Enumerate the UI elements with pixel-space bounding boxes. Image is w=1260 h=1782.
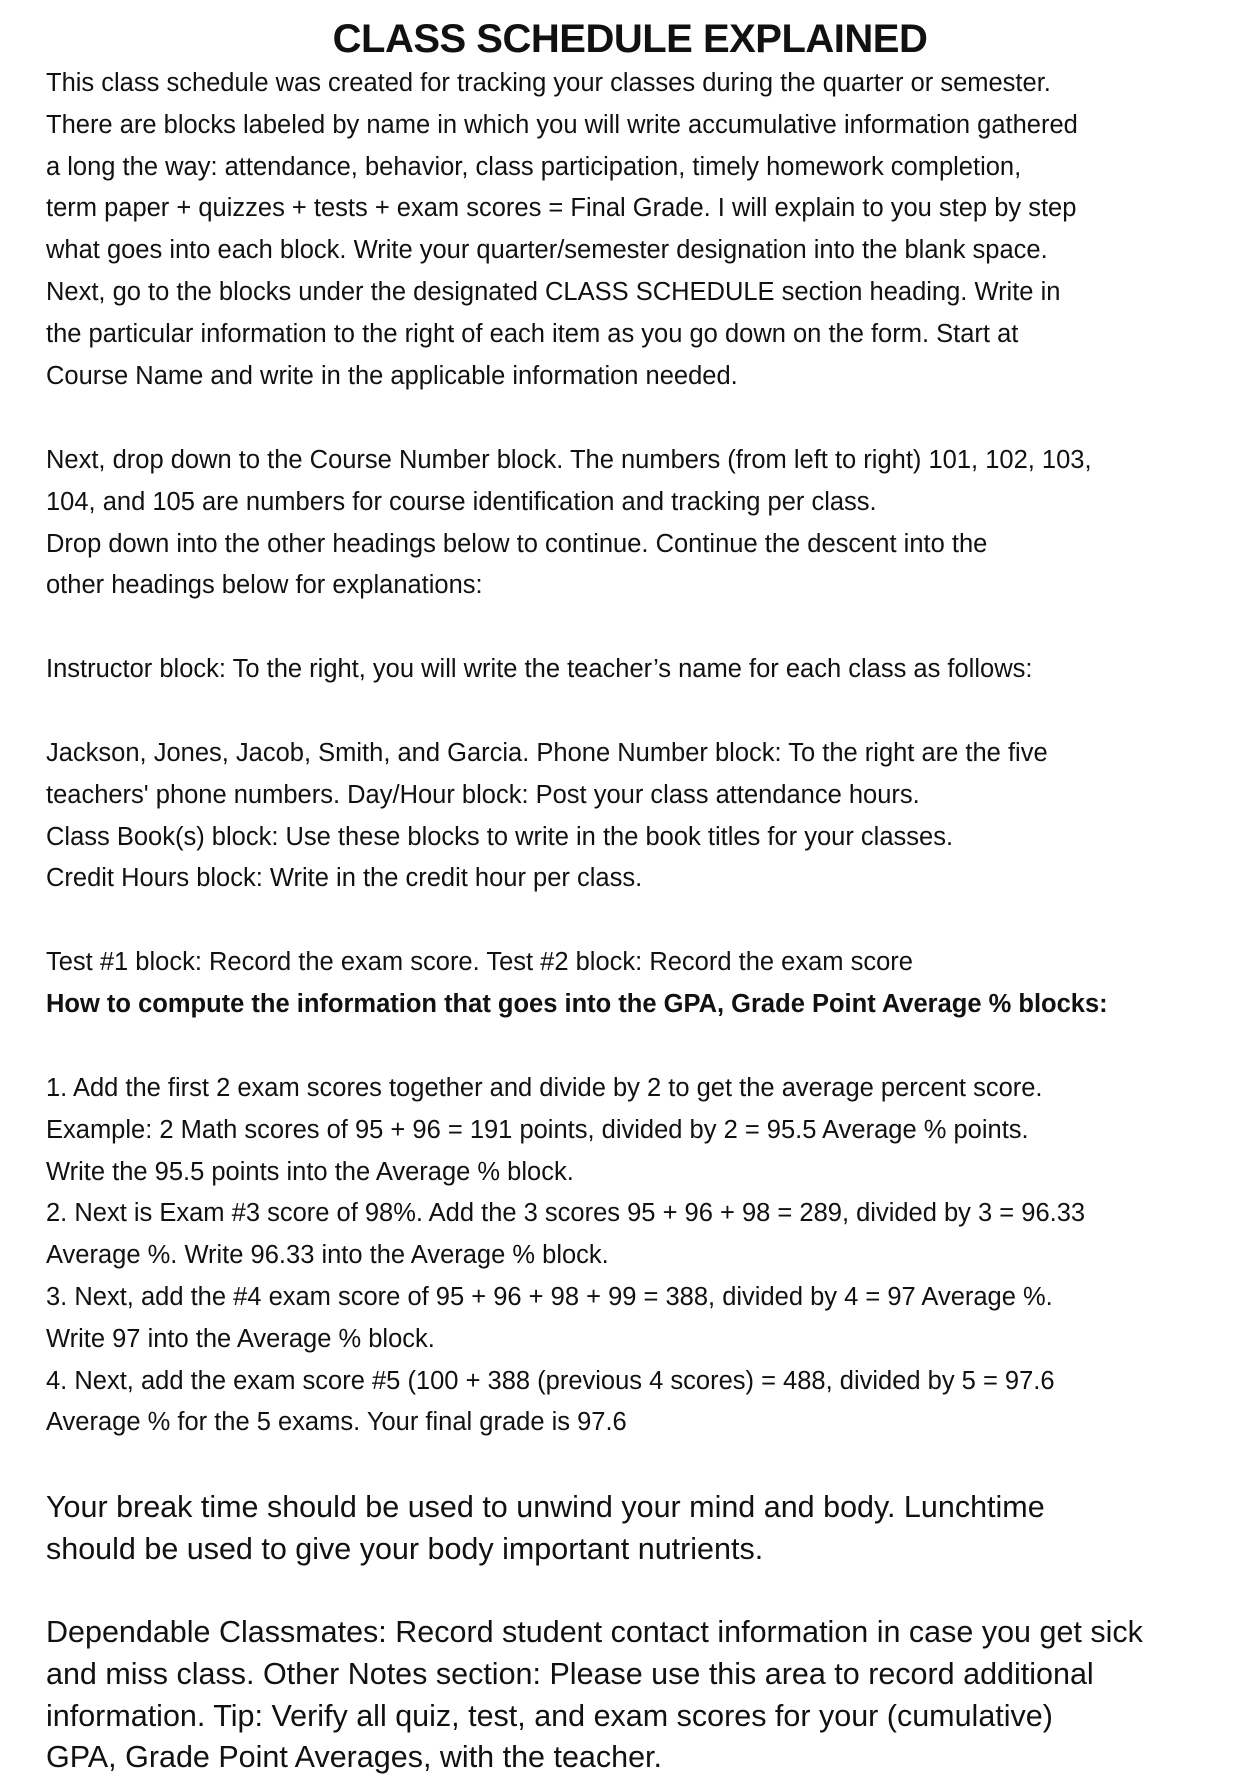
instructor-paragraph	[46, 649, 1246, 691]
classmates-paragraph	[46, 1612, 1246, 1779]
text-line: information. Tip: Verify all quiz, test, and exam scores for your (cumulative)	[46, 1698, 1053, 1733]
text-line: Next, go to the blocks under the designated CLASS SCHEDULE section heading. Write in	[46, 277, 1061, 306]
text-line: 3. Next, add the #4 exam score of 95 + 96 + 98 + 99 = 388, divided by 4 = 97 Average %.	[46, 1282, 1053, 1311]
text-line: This class schedule was created for tracking your classes during the quarter or semester.	[46, 69, 1051, 97]
text-line: There are blocks labeled by name in which you will write accumulative information gathered	[46, 110, 1078, 139]
intro-paragraph	[46, 63, 1246, 397]
text-line: should be used to give your body important nutrients.	[46, 1531, 764, 1566]
text-line: 4. Next, add the exam score #5 (100 + 388 (previous 4 scores) = 488, divided by 5 = 97.6	[46, 1366, 1055, 1395]
text-line: GPA, Grade Point Averages, with the teacher.	[46, 1740, 663, 1775]
gpa-heading: How to compute the information that goes into the GPA, Grade Point Average % blocks:	[46, 989, 1108, 1018]
text-line: what goes into each block. Write your quarter/semester designation into the blank space.	[46, 236, 1048, 265]
break-time-paragraph	[46, 1487, 1246, 1571]
text-line: Drop down into the other headings below to continue. Continue the descent into the	[46, 529, 988, 558]
text-line: Your break time should be used to unwind your mind and body. Lunchtime	[46, 1490, 1045, 1524]
text-line: Next, drop down to the Course Number block. The numbers (from left to right) 101, 102, 103,	[46, 446, 1092, 474]
text-line: 104, and 105 are numbers for course identification and tracking per class.	[46, 487, 877, 516]
text-line: Write the 95.5 points into the Average % block.	[46, 1157, 574, 1186]
text-line: Dependable Classmates: Record student contact information in case you get sick	[46, 1615, 1143, 1649]
text-line: Class Book(s) block: Use these blocks to write in the book titles for your classes.	[46, 822, 954, 851]
text-line: Average % for the 5 exams. Your final grade is 97.6	[46, 1408, 627, 1437]
text-line: term paper + quizzes + tests + exam scores = Final Grade. I will explain to you step by step	[46, 194, 1077, 223]
text-line: 1. Add the first 2 exam scores together and divide by 2 to get the average percent score.	[46, 1074, 1043, 1102]
text-line: Example: 2 Math scores of 95 + 96 = 191 points, divided by 2 = 95.5 Average % points.	[46, 1115, 1029, 1144]
text-line: Test #1 block: Record the exam score. Test #2 block: Record the exam score	[46, 948, 913, 976]
text-line: Instructor block: To the right, you will write the teacher’s name for each class as follows:	[46, 655, 1033, 683]
text-line: a long the way: attendance, behavior, class participation, timely homework completion,	[46, 152, 1022, 181]
text-line: and miss class. Other Notes section: Please use this area to record additional	[46, 1656, 1094, 1691]
text-line: teachers' phone numbers. Day/Hour block: Post your class attendance hours.	[46, 780, 920, 809]
text-line: other headings below for explanations:	[46, 571, 483, 600]
text-line: Course Name and write in the applicable information needed.	[46, 361, 738, 390]
text-line: Credit Hours block: Write in the credit hour per class.	[46, 864, 643, 893]
teachers-paragraph	[46, 733, 1246, 900]
text-line: 2. Next is Exam #3 score of 98%. Add the 3 scores 95 + 96 + 98 = 289, divided by 3 = 96.33	[46, 1199, 1086, 1228]
gpa-steps-paragraph	[46, 1068, 1246, 1444]
text-line: Jackson, Jones, Jacob, Smith, and Garcia. Phone Number block: To the right are the five	[46, 739, 1048, 767]
tests-paragraph	[46, 942, 1246, 1026]
text-line: the particular information to the right of each item as you go down on the form. Start at	[46, 319, 1019, 348]
page-title: CLASS SCHEDULE EXPLAINED	[332, 17, 928, 61]
text-line: Average %. Write 96.33 into the Average % block.	[46, 1241, 609, 1270]
course-number-paragraph	[46, 440, 1246, 607]
text-line: Write 97 into the Average % block.	[46, 1324, 435, 1353]
